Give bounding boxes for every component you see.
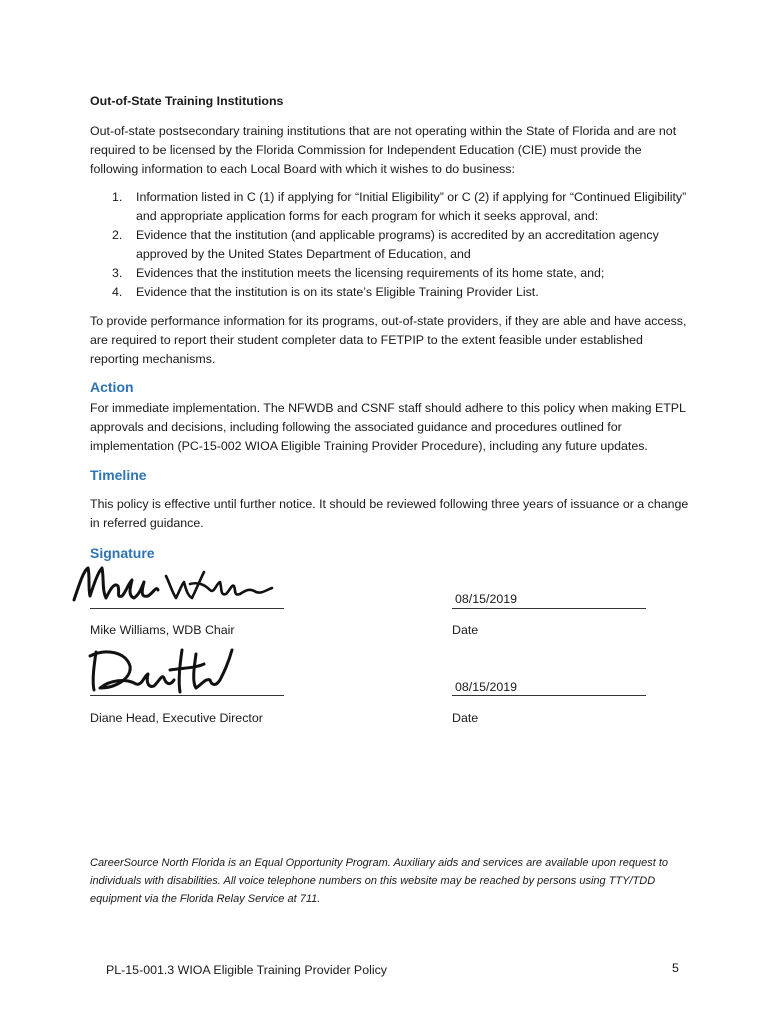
list-item xyxy=(90,226,690,264)
page-number: 5 xyxy=(672,961,679,975)
signature-line xyxy=(90,695,284,696)
list-item xyxy=(90,264,690,283)
date-line xyxy=(452,608,646,609)
date-label: Date xyxy=(452,623,479,637)
signature-line xyxy=(90,608,284,609)
list-item-text: Information listed in C (1) if applying for “Initial Eligibility” or C (2) if applying for “Continued Eligibility” and appropriate application forms for each program for which it seeks approval, and: xyxy=(136,190,687,223)
footer-document-title: PL-15-001.3 WIOA Eligible Training Provider Policy xyxy=(106,963,387,977)
signature-diane-head xyxy=(86,644,236,696)
list-item-number: 2. xyxy=(112,228,123,242)
requirements-list xyxy=(90,188,690,302)
list-item-text: Evidence that the institution (and applicable programs) is accredited by an accreditation agency approved by the United States Department of Education, and xyxy=(136,228,659,261)
action-paragraph: For immediate implementation. The NFWDB and CSNF staff should adhere to this policy when making ETPL approvals and decisions, including following the associated guidance and procedures outlined for implementation (PC-15-002 WIOA Eligible Training Provider Procedure), including any future updates. xyxy=(90,401,686,453)
timeline-paragraph: This policy is effective until further notice. It should be reviewed following three years of issuance or a change in referred guidance. xyxy=(90,497,689,530)
signature-mike-williams xyxy=(70,562,280,608)
signature-heading: Signature xyxy=(90,545,155,561)
list-item-number: 1. xyxy=(112,190,123,204)
performance-paragraph: To provide performance information for its programs, out-of-state providers, if they are able and have access, are required to report their student completer data to FETPIP to the extent feasible under established reporting mechanisms. xyxy=(90,314,687,366)
timeline-heading: Timeline xyxy=(90,467,147,483)
out-of-state-intro: Out-of-state postsecondary training institutions that are not operating within the State of Florida and are not required to be licensed by the Florida Commission for Independent Education (CIE) must provide the following information to each Local Board with which it wishes to do business: xyxy=(90,124,677,176)
equal-opportunity-note: CareerSource North Florida is an Equal Opportunity Program. Auxiliary aids and services are available upon request to individuals with disabilities. All voice telephone numbers on this website may be reached by persons using TTY/TDD equipment via the Florida Relay Service at 711. xyxy=(90,857,668,905)
action-heading: Action xyxy=(90,379,134,395)
list-item-number: 4. xyxy=(112,285,123,299)
date-line xyxy=(452,695,646,696)
section-heading-out-of-state: Out-of-State Training Institutions xyxy=(90,94,284,108)
signature-date: 08/15/2019 xyxy=(455,680,518,694)
date-label: Date xyxy=(452,711,479,725)
list-item-text: Evidence that the institution is on its state’s Eligible Training Provider List. xyxy=(136,285,539,299)
signer-name: Mike Williams, WDB Chair xyxy=(90,623,235,637)
list-item xyxy=(90,283,690,302)
signer-name: Diane Head, Executive Director xyxy=(90,711,263,725)
list-item-text: Evidences that the institution meets the licensing requirements of its home state, and; xyxy=(136,266,605,280)
signature-date: 08/15/2019 xyxy=(455,592,518,606)
list-item-number: 3. xyxy=(112,266,123,280)
list-item xyxy=(90,188,690,226)
